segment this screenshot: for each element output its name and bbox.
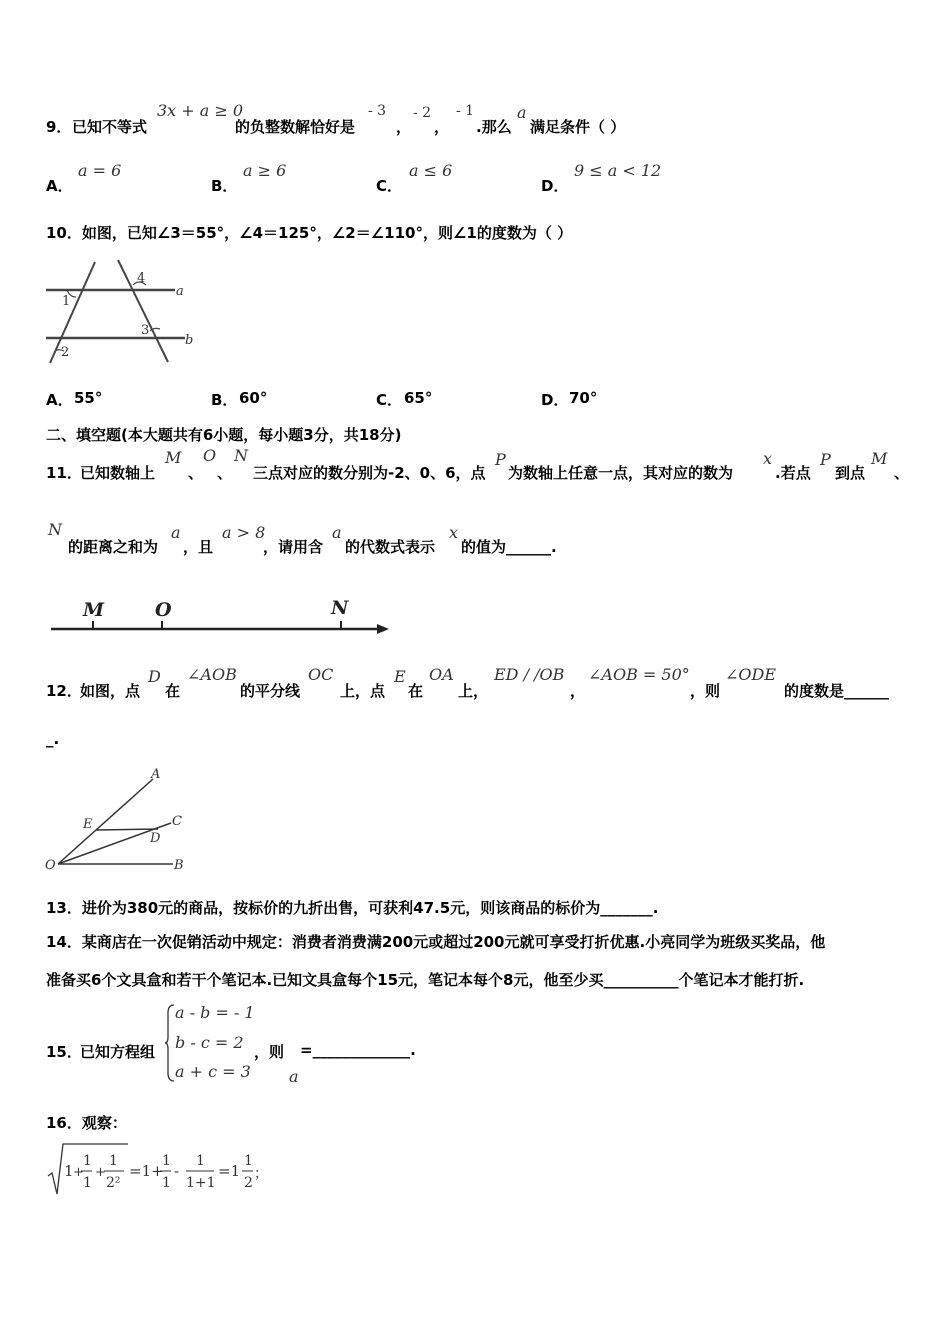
q11-n: N [234,446,248,465]
q9-option-a-expr: a = 6 [78,161,122,180]
q11-text-5: 到点 [835,464,866,482]
frac5-den: 2 [244,1175,253,1191]
q11-text-8: ，请用含 [263,538,324,556]
q9-option-a-label: A． [46,177,73,195]
q12-angle-eq: ∠AOB = 50° [588,665,690,684]
q10-option-c-value: 65° [404,389,433,407]
q10-option-d-label: D． [541,391,569,409]
q15-equation-2: b - c = 2 [175,1033,244,1052]
q12-oa: OA [429,665,454,684]
minus: - [174,1162,180,1180]
axis-label-o: O [155,599,172,621]
q9-option-b-expr: a ≥ 6 [243,161,287,180]
q15-equation-3: a + c = 3 [175,1062,251,1081]
q9-text-2: 的负整数解恰好是 [235,118,356,136]
frac4-num: 1 [196,1153,205,1169]
frac2-den: 2² [106,1175,121,1191]
q9-text-4: 满足条件（ ） [530,118,626,136]
label-d: D [150,831,161,846]
label-b: B [174,858,184,873]
q9-option-d-label: D． [541,177,569,195]
q15-answer-blank: =_____________. [300,1041,416,1059]
ray-oa [58,779,153,864]
q12-text-3: 的平分线 [240,682,301,700]
semicolon: ； [254,1166,268,1182]
question-13: 13．进价为380元的商品，按标价的九折出售，可获利47.5元，则该商品的标价为_______. [46,899,659,917]
q11-text-9: 的代数式表示 [345,538,436,556]
axis-label-m: M [83,599,105,621]
q11-number: 11． [46,464,82,482]
q9-number: 9． [46,118,72,136]
q9-comma-2: ， [434,118,450,136]
q10-option-b-label: B． [211,391,238,409]
q11-text-1: 已知数轴上 [80,464,156,482]
axis-label-n: N [331,597,349,619]
q11-text-6: 的距离之和为 [68,538,159,556]
section-2-heading: 二、填空题(本大题共有6小题，每小题3分，共18分) [46,426,402,444]
q9-value-3: - 1 [456,103,475,119]
q11-sep-2: 、 [217,464,233,482]
q10-parallel-lines-figure [40,255,210,370]
frac4-den: 1+1 [186,1175,216,1191]
q10-option-a-label: A． [46,391,73,409]
q11-p: P [495,450,506,469]
q11-a-2: a [332,523,342,542]
label-e: E [83,817,93,832]
q9-variable: a [517,103,527,122]
q10-option-d-value: 70° [569,389,598,407]
q9-option-c-label: C． [376,177,403,195]
q11-text-3: 为数轴上任意一点，其对应的数为 [508,464,734,482]
q12-text-5: 在 [408,682,424,700]
q12-angle-ode: ∠ODE [725,665,777,684]
label-o: O [45,858,56,873]
plus-2: + [95,1165,106,1180]
frac3-num: 1 [162,1153,171,1169]
q9-option-c-expr: a ≤ 6 [409,161,453,180]
label-1: 1 [62,294,71,309]
q14-line-1: 14．某商店在一次促销活动中规定：消费者消费满200元或超过200元就可享受打折优惠.小亮同学为班级买奖品，他 [46,933,826,951]
q9-option-b-label: B． [211,177,238,195]
frac2-num: 1 [109,1153,118,1169]
q10-option-b-value: 60° [239,389,268,407]
frac1-num: 1 [83,1153,92,1169]
q11-m: M [165,448,182,467]
label-b: b [185,333,194,348]
label-2: 2 [61,345,70,360]
q12-text-6: 上， [458,682,489,700]
label-4: 4 [137,271,146,286]
q11-text-7: ，且 [183,538,214,556]
equals-1: =1+ [129,1162,164,1180]
q12-parallel: ED / /OB [494,665,565,684]
transversal-left [50,262,95,363]
q11-sep-1: 、 [188,464,204,482]
q11-sep-3: 、 [894,464,910,482]
q9-inequality: 3x + a ≥ 0 [157,101,244,120]
label-a: a [176,284,184,299]
q12-d: D [148,667,161,686]
q9-text-1: 已知不等式 [72,118,148,136]
label-a: A [151,767,161,782]
frac1-den: 1 [83,1175,92,1191]
q11-a: a [171,523,181,542]
q16-formula [44,1140,274,1200]
q11-text-10: 的值为______. [461,538,557,556]
q15-variable: a [289,1067,299,1086]
q10-option-c-label: C． [376,391,403,409]
q11-x: x [763,449,773,468]
q15-number: 15． [46,1043,82,1061]
frac3-den: 1 [162,1175,171,1191]
q11-text-2: 三点对应的数分别为-2、0、6，点 [253,464,486,482]
q12-angle-figure [40,763,200,873]
q11-o: O [203,446,217,465]
q11-n-2: N [48,520,62,539]
plus-1: + [73,1165,84,1180]
q9-text-3: .那么 [476,118,512,136]
q12-text-7: ， [570,682,586,700]
q16-title: 16．观察： [46,1114,127,1132]
q12-text-1: 如图，点 [80,682,141,700]
axis-arrow [377,624,389,634]
q11-p-2: P [820,450,831,469]
q11-text-4: .若点 [775,464,811,482]
q15-text-2: ，则 [254,1043,285,1061]
segment-ed [96,829,158,830]
q12-text-4: 上，点 [340,682,386,700]
q14-line-2: 准备买6个文具盒和若干个笔记本.已知文具盒每个15元，笔记本每个8元，他至少买__________个笔记本才能打折. [46,971,805,989]
label-3: 3 [141,323,150,338]
q11-condition: a > 8 [222,523,266,542]
q9-comma-1: ， [396,118,412,136]
q9-value-2: - 2 [413,105,432,121]
q11-x-2: x [449,523,459,542]
q12-oc: OC [308,665,334,684]
q12-tail: _. [46,730,60,748]
q10-stem: 10．如图，已知∠3＝55°，∠4＝125°，∠2＝∠110°，则∠1的度数为（ ） [46,224,573,242]
q10-option-a-value: 55° [74,389,103,407]
term-one: 1 [64,1162,74,1180]
q11-m-2: M [871,449,888,468]
q9-value-1: - 3 [368,103,387,119]
q12-text-9: 的度数是______ [784,682,890,700]
frac5-num: 1 [244,1153,253,1169]
q12-text-2: 在 [165,682,181,700]
q15-text-1: 已知方程组 [80,1043,156,1061]
q15-equation-1: a - b = - 1 [175,1003,255,1022]
label-c: C [172,814,182,829]
equals-2: =1 [218,1162,241,1180]
q12-angle-aob: ∠AOB [187,665,237,684]
q12-number: 12． [46,682,82,700]
q12-e: E [394,667,406,686]
q12-text-8: ，则 [690,682,721,700]
q9-option-d-expr: 9 ≤ a < 12 [574,161,662,180]
q11-number-line [45,595,400,640]
